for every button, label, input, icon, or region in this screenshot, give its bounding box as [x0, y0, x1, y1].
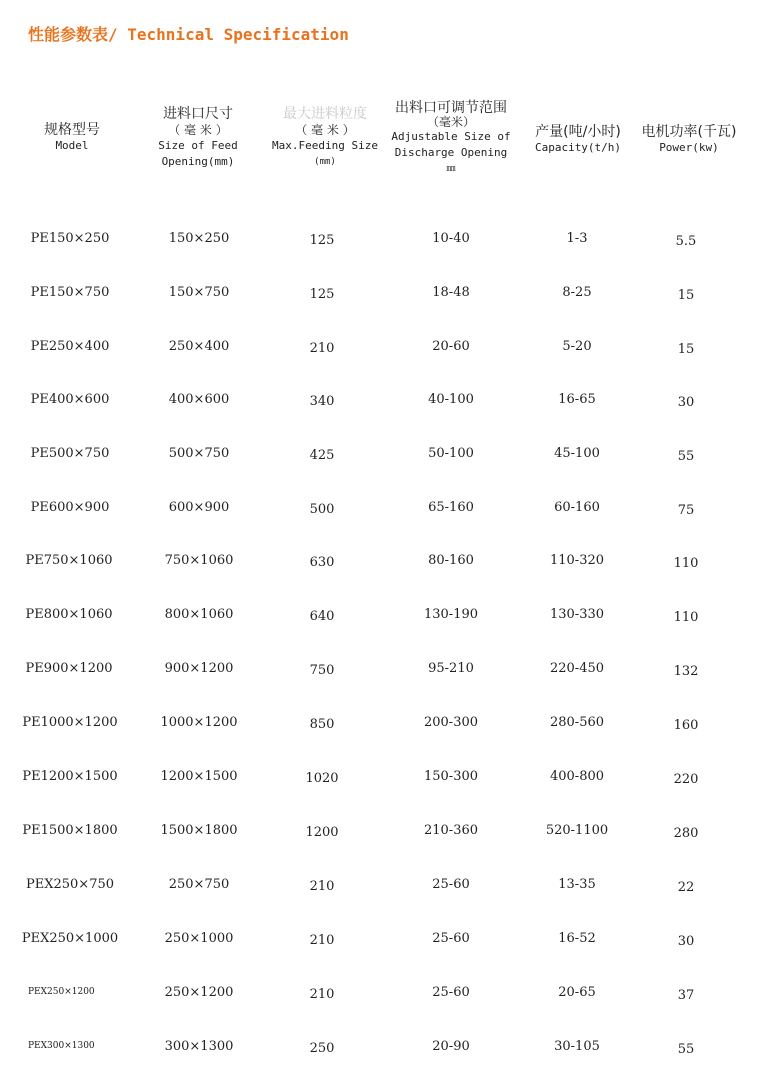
max-feeding-cell: 250 — [309, 1041, 335, 1056]
model-cell: PE800×1060 — [25, 607, 113, 622]
header-capacity-cn: 产量(吨/小时) — [535, 124, 621, 140]
max-feeding-cell: 210 — [309, 879, 335, 894]
header-maxfeed-unit: （ 毫 米 ） — [295, 123, 355, 137]
header-feed — [150, 106, 246, 170]
header-maxfeed-en1: Max.Feeding Size — [272, 139, 378, 152]
header-feed-cn: 进料口尺寸 — [163, 106, 233, 122]
capacity-cell: 110-320 — [549, 553, 605, 568]
feed-size-cell: 800×1060 — [164, 607, 234, 622]
max-feeding-cell: 340 — [309, 394, 335, 409]
discharge-cell: 210-360 — [423, 823, 479, 838]
power-cell: 37 — [677, 988, 695, 1003]
discharge-cell: 18-48 — [432, 285, 470, 300]
discharge-cell: 20-90 — [432, 1039, 470, 1054]
discharge-cell: 50-100 — [428, 446, 474, 461]
power-cell: 160 — [673, 718, 699, 733]
header-discharge — [386, 100, 516, 177]
max-feeding-cell: 125 — [309, 287, 335, 302]
header-power — [638, 124, 740, 156]
model-cell: PEX250×750 — [25, 877, 115, 892]
power-cell: 15 — [677, 288, 695, 303]
discharge-cell: 20-60 — [432, 339, 470, 354]
discharge-cell: 130-190 — [423, 607, 479, 622]
feed-size-cell: 250×400 — [168, 339, 230, 354]
max-feeding-cell: 1020 — [305, 771, 339, 786]
capacity-cell: 130-330 — [549, 607, 605, 622]
power-cell: 280 — [673, 826, 699, 841]
capacity-cell: 30-105 — [554, 1039, 600, 1054]
feed-size-cell: 250×750 — [168, 877, 230, 892]
header-feed-en1: Size of Feed — [158, 139, 238, 152]
model-cell: PEX250×1200 — [28, 987, 95, 997]
model-cell: PE1500×1800 — [22, 823, 118, 838]
max-feeding-cell: 210 — [309, 933, 335, 948]
capacity-cell: 220-450 — [549, 661, 605, 676]
feed-size-cell: 900×1200 — [164, 661, 234, 676]
model-cell: PE1000×1200 — [22, 715, 118, 730]
header-feed-unit: （ 毫 米 ） — [168, 123, 228, 137]
max-feeding-cell: 630 — [309, 555, 335, 570]
model-cell: PEX300×1300 — [28, 1041, 95, 1051]
discharge-cell: 80-160 — [428, 553, 474, 568]
feed-size-cell: 300×1300 — [164, 1039, 234, 1054]
max-feeding-cell: 425 — [309, 448, 335, 463]
max-feeding-cell: 125 — [309, 233, 335, 248]
header-discharge-en1: Adjustable Size of — [391, 130, 511, 143]
feed-size-cell: 400×600 — [168, 392, 230, 407]
feed-size-cell: 150×750 — [168, 285, 230, 300]
discharge-cell: 40-100 — [428, 392, 474, 407]
feed-size-cell: 1000×1200 — [160, 715, 238, 730]
power-cell: 55 — [677, 449, 695, 464]
capacity-cell: 8-25 — [562, 285, 592, 300]
discharge-cell: 200-300 — [423, 715, 479, 730]
model-cell: PE250×400 — [30, 339, 110, 354]
discharge-cell: 95-210 — [428, 661, 474, 676]
power-cell: 110 — [673, 610, 699, 625]
header-power-cn: 电机功率(千瓦) — [641, 124, 737, 140]
max-feeding-cell: 210 — [309, 987, 335, 1002]
model-cell: PE500×750 — [30, 446, 110, 461]
capacity-cell: 20-65 — [558, 985, 596, 1000]
power-cell: 110 — [673, 556, 699, 571]
model-cell: PE600×900 — [30, 500, 110, 515]
model-cell: PE400×600 — [30, 392, 110, 407]
power-cell: 5.5 — [675, 234, 697, 249]
header-power-en: Power(kw) — [659, 141, 719, 154]
feed-size-cell: 250×1200 — [164, 985, 234, 1000]
capacity-cell: 45-100 — [554, 446, 600, 461]
header-maxfeed-cn: 最大进料粒度 — [283, 106, 367, 122]
feed-size-cell: 250×1000 — [164, 931, 234, 946]
max-feeding-cell: 500 — [309, 502, 335, 517]
capacity-cell: 16-52 — [558, 931, 596, 946]
header-model-cn: 规格型号 — [44, 122, 100, 138]
capacity-cell: 60-160 — [554, 500, 600, 515]
discharge-cell: 150-300 — [423, 769, 479, 784]
discharge-cell: 25-60 — [432, 985, 470, 1000]
max-feeding-cell: 1200 — [305, 825, 339, 840]
capacity-cell: 13-35 — [558, 877, 596, 892]
feed-size-cell: 1500×1800 — [160, 823, 238, 838]
page-title: 性能参数表/ Technical Specification — [28, 25, 349, 44]
power-cell: 220 — [673, 772, 699, 787]
header-capacity-en: Capacity(t/h) — [534, 141, 622, 154]
power-cell: 55 — [677, 1042, 695, 1057]
max-feeding-cell: 210 — [309, 341, 335, 356]
feed-size-cell: 750×1060 — [164, 553, 234, 568]
discharge-cell: 25-60 — [432, 877, 470, 892]
header-model — [40, 122, 104, 154]
discharge-cell: 65-160 — [428, 500, 474, 515]
power-cell: 30 — [677, 395, 695, 410]
header-capacity — [526, 124, 630, 156]
capacity-cell: 5-20 — [562, 339, 592, 354]
header-maxfeed — [270, 106, 380, 170]
model-cell: PE1200×1500 — [22, 769, 118, 784]
discharge-cell: 10-40 — [432, 231, 470, 246]
model-cell: PE150×250 — [30, 231, 110, 246]
capacity-cell: 400-800 — [549, 769, 605, 784]
capacity-cell: 280-560 — [549, 715, 605, 730]
model-cell: PE150×750 — [30, 285, 110, 300]
feed-size-cell: 1200×1500 — [160, 769, 238, 784]
power-cell: 15 — [677, 342, 695, 357]
power-cell: 75 — [677, 503, 695, 518]
discharge-cell: 25-60 — [432, 931, 470, 946]
header-maxfeed-en2: (mm) — [314, 157, 336, 167]
power-cell: 132 — [673, 664, 699, 679]
max-feeding-cell: 850 — [309, 717, 335, 732]
feed-size-cell: 600×900 — [168, 500, 230, 515]
header-discharge-unit: （毫米） — [426, 115, 475, 129]
capacity-cell: 16-65 — [558, 392, 596, 407]
max-feeding-cell: 640 — [309, 609, 335, 624]
header-discharge-en2: Discharge Opening — [394, 146, 508, 159]
max-feeding-cell: 750 — [309, 663, 335, 678]
header-discharge-cn: 出料口可调节范围 — [395, 100, 507, 116]
model-cell: PEX250×1000 — [21, 931, 119, 946]
capacity-cell: 520-1100 — [545, 823, 609, 838]
header-model-en: Model — [55, 139, 89, 152]
header-feed-en2: Opening(mm) — [161, 155, 235, 168]
feed-size-cell: 150×250 — [168, 231, 230, 246]
model-cell: PE900×1200 — [25, 661, 113, 676]
model-cell: PE750×1060 — [25, 553, 113, 568]
capacity-cell: 1-3 — [566, 231, 588, 246]
power-cell: 22 — [677, 880, 695, 895]
power-cell: 30 — [677, 934, 695, 949]
header-discharge-en3: ㎜ — [446, 164, 456, 174]
feed-size-cell: 500×750 — [168, 446, 230, 461]
